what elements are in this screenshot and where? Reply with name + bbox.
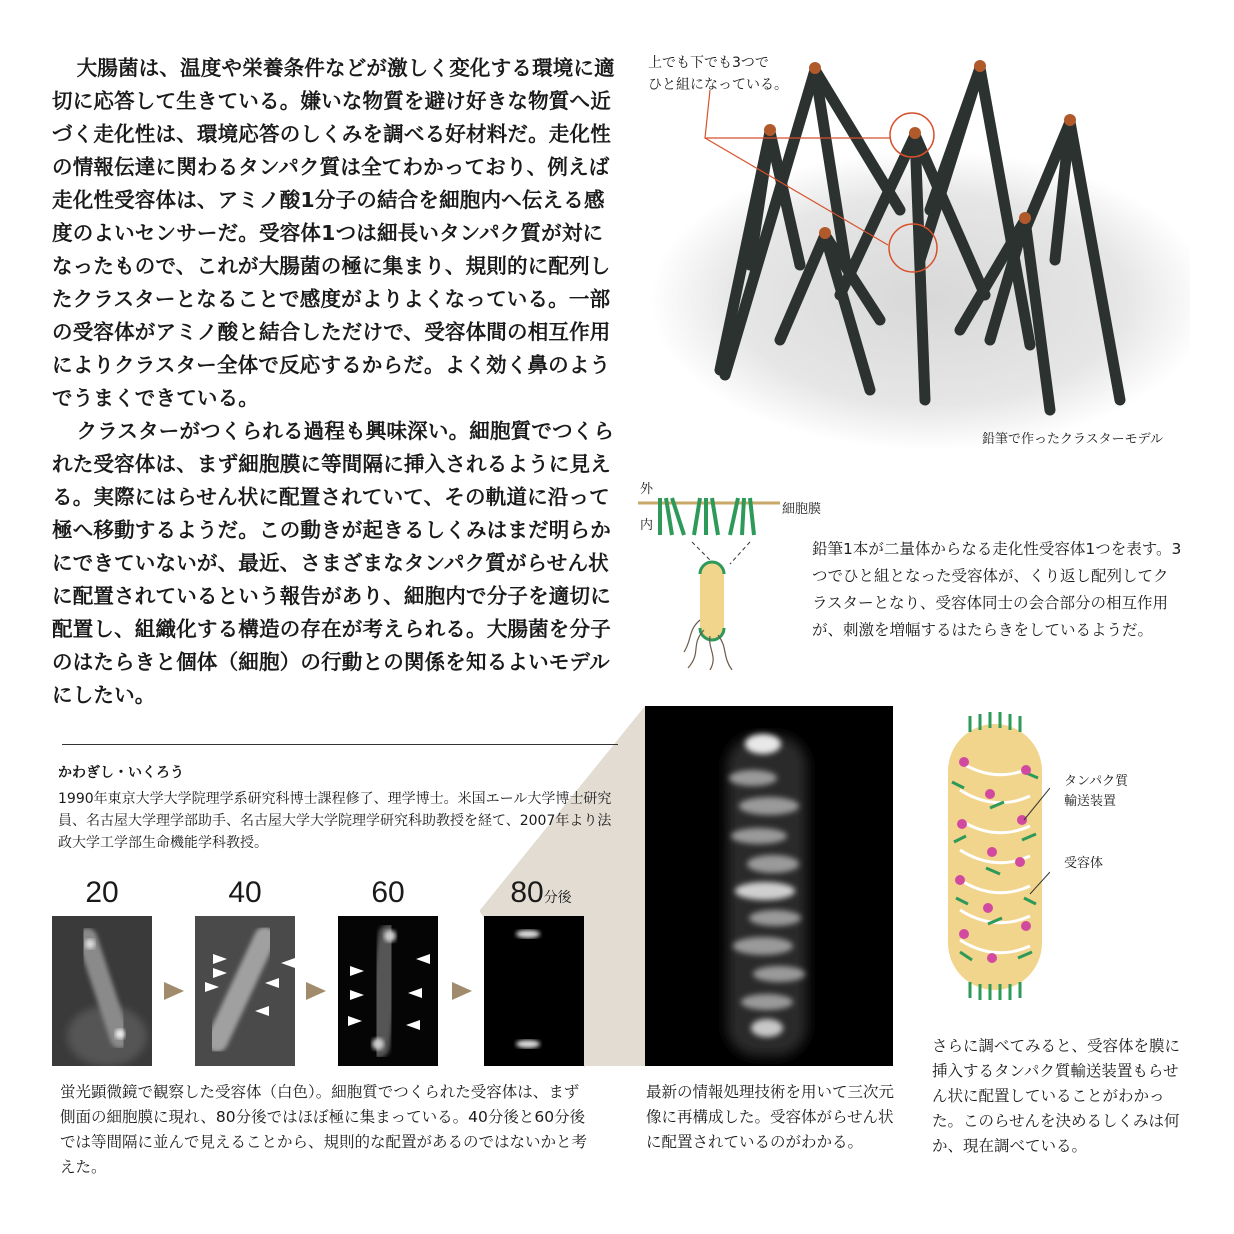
pencil-model-photo bbox=[630, 40, 1190, 460]
membrane-label: 細胞膜 bbox=[782, 502, 822, 517]
micrograph-20min bbox=[52, 916, 152, 1066]
photo-annotation: 上でも下でも3つで ひと組になっている。 bbox=[648, 55, 788, 93]
time-label-60: 60 bbox=[371, 876, 405, 909]
micrograph-40min bbox=[195, 916, 295, 1066]
article-body bbox=[52, 52, 620, 712]
author-bio: 1990年東京大学大学院理学系研究科博士課程修了、理学博士。米国エール大学博士研究員、名古屋大学理学部助手、名古屋大学大学院理学研究科助教授を経て、2007年より法政大学工学部生命機能学科教授。 bbox=[58, 791, 612, 851]
photo-caption: 鉛筆で作ったクラスターモデル bbox=[982, 432, 1163, 447]
receptor-label: 受容体 bbox=[1064, 856, 1104, 871]
arrow-right-icon bbox=[302, 980, 332, 1002]
reconstruction-caption: 最新の情報処理技術を用いて三次元像に再構成した。受容体がらせん状に配置されているのがわかる。 bbox=[646, 1083, 895, 1151]
divider bbox=[62, 744, 618, 745]
author-name: かわぎし・いくろう bbox=[58, 765, 184, 781]
time-unit: 分後 bbox=[543, 889, 572, 905]
arrow-right-icon bbox=[160, 980, 190, 1002]
time-label-20: 20 bbox=[85, 876, 119, 909]
membrane-caption: 鉛筆1本が二量体からなる走化性受容体1つを表す。3つでひと組となった受容体が、くり返し配列してクラスターとなり、受容体同士の会合部分の相互作用が、刺激を増幅するはたらきをしているようだ。 bbox=[812, 540, 1182, 639]
time-series-caption: 蛍光顕微鏡で観察した受容体（白色）。細胞質でつくられた受容体は、まず側面の細胞膜に現れ、80分後ではほぼ極に集まっている。40分後と60分後では等間隔に並んで見えることから、規則的な配置があるのではないかと考えた。 bbox=[60, 1083, 588, 1176]
time-label-80 bbox=[486, 876, 596, 910]
micrograph-80min bbox=[484, 916, 584, 1066]
cell-diagram bbox=[940, 712, 1050, 1000]
cell-caption: さらに調べてみると、受容体を膜に挿入するタンパク質輸送装置もらせん状に配置していることがわかった。このらせんを決めるしくみは何か、現在調べている。 bbox=[932, 1037, 1181, 1155]
outside-label: 外 bbox=[640, 482, 654, 497]
time-label-40: 40 bbox=[228, 876, 262, 909]
article-paragraph-2: クラスターがつくられる過程も興味深い。細胞質でつくられた受容体は、まず細胞膜に等間隔に挿入されるように見える。実際にはらせん状に配置されていて、その軌道に沿って極へ移動するようだ。この動きが起きるしくみはまだ明らかにできていないが、最近、さまざまなタンパク質がらせん状に配置されているという報告があり、細胞内で分子を適切に配置し、組織化する構造の存在が考えられる。大腸菌を分子のはたらきと個体（細胞）の行動との関係を知るよいモデルにしたい。 bbox=[52, 419, 615, 707]
article-paragraph-1: 大腸菌は、温度や栄養条件などが激しく変化する環境に適切に応答して生きている。嫌いな物質を避け好きな物質へ近づく走化性は、環境応答のしくみを調べる好材料だ。走化性の情報伝達に関わるタンパク質は全てわかっており、例えば走化性受容体は、アミノ酸1分子の結合を細胞内へ伝える感度のよいセンサーだ。受容体1つは細長いタンパク質が対になったもので、これが大腸菌の極に集まり、規則的に配列したクラスターとなることで感度がよりよくなっている。一部の受容体がアミノ酸と結合しただけで、受容体間の相互作用によりクラスター全体で反応するからだ。よく効く鼻のようでうまくできている。 bbox=[52, 56, 615, 410]
membrane-diagram bbox=[630, 480, 780, 670]
arrow-right-icon bbox=[448, 980, 478, 1002]
transport-label: タンパク質 輸送装置 bbox=[1064, 774, 1129, 809]
time-label-80-value: 80 bbox=[510, 876, 544, 909]
reconstruction-image bbox=[645, 706, 893, 1066]
inside-label: 内 bbox=[640, 518, 654, 533]
micrograph-60min bbox=[338, 916, 438, 1066]
